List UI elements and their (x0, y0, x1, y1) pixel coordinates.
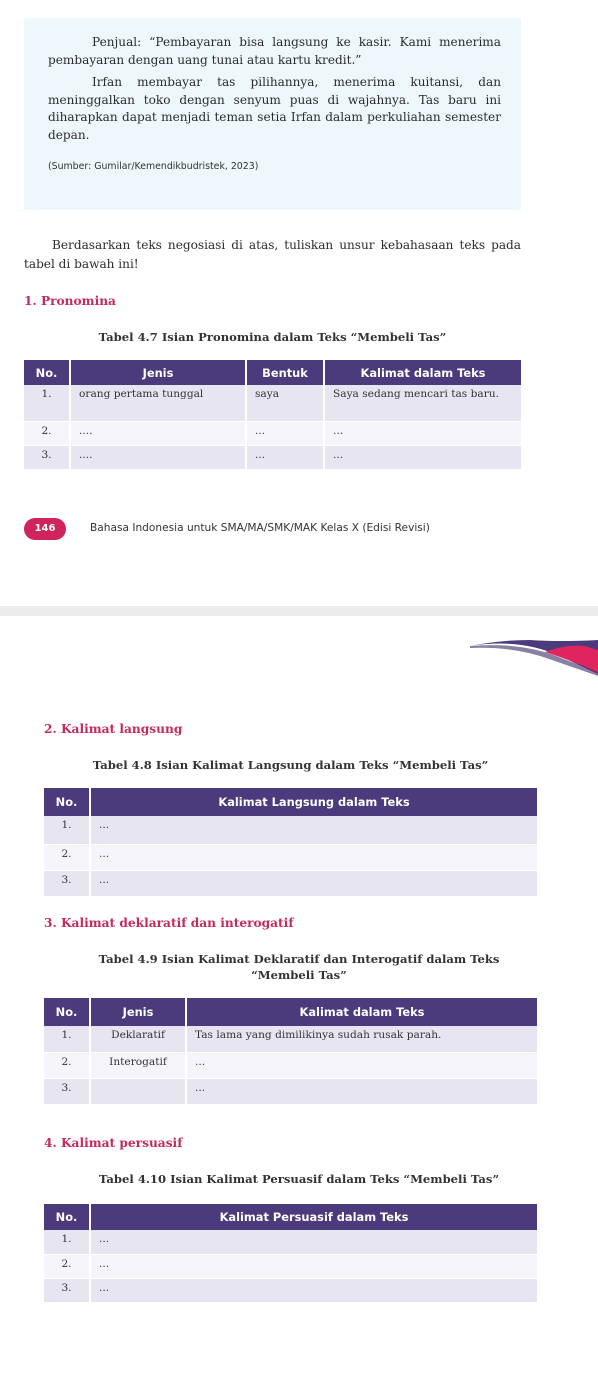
book-title-footer: Bahasa Indonesia untuk SMA/MA/SMK/MAK Kelas X (Edisi Revisi) (90, 522, 430, 534)
table-row (44, 1254, 537, 1278)
story-excerpt-box (24, 18, 521, 210)
cell-bentuk[interactable]: ... (246, 421, 324, 445)
section-title-pronomina: 1. Pronomina (24, 294, 116, 308)
table-row (24, 445, 521, 469)
book-page-147 (0, 616, 598, 1385)
section-title-deklaratif-interogatif: 3. Kalimat deklaratif dan interogatif (44, 916, 294, 930)
cell-kalimat[interactable]: ... (324, 445, 521, 469)
cell-jenis[interactable]: orang pertama tunggal (70, 385, 246, 421)
header-kalimat-persuasif: Kalimat Persuasif dalam Teks (90, 1204, 537, 1230)
cell-bentuk[interactable]: ... (246, 445, 324, 469)
story-source: (Sumber: Gumilar/Kemendikbudristek, 2023) (48, 160, 259, 172)
cell-jenis[interactable]: .... (70, 421, 246, 445)
table-row (44, 1278, 537, 1302)
section-title-persuasif: 4. Kalimat persuasif (44, 1136, 183, 1150)
header-no: No. (44, 788, 90, 816)
cell-kalimat[interactable]: Tas lama yang dimilikinya sudah rusak parah. (186, 1026, 537, 1052)
header-no: No. (44, 1204, 90, 1230)
table-persuasif (44, 1204, 537, 1303)
table-kalimat-langsung (44, 788, 537, 897)
cell-jenis[interactable]: .... (70, 445, 246, 469)
header-jenis: Jenis (90, 998, 186, 1026)
table-row (44, 1078, 537, 1104)
cell-bentuk[interactable]: saya (246, 385, 324, 421)
cell-no: 3. (44, 1278, 90, 1302)
header-kalimat-langsung: Kalimat Langsung dalam Teks (90, 788, 537, 816)
story-paragraph-irfan: Irfan membayar tas pilihannya, menerima kuitansi, dan meninggalkan toko dengan senyum puas di wajahnya. Tas baru ini diharapkan dapat menjadi teman setia Irfan dalam perkuliahan semester depan. (48, 75, 501, 142)
table-header-row (44, 998, 537, 1026)
cell-kalimat[interactable]: ... (90, 1278, 537, 1302)
table-header-row (44, 788, 537, 816)
book-page-146 (0, 0, 598, 606)
table-row (24, 421, 521, 445)
table-caption-4-9 (44, 952, 554, 982)
cell-jenis[interactable]: Interogatif (90, 1052, 186, 1078)
cell-no: 1. (44, 1026, 90, 1052)
cell-kalimat[interactable]: ... (90, 870, 537, 896)
cell-kalimat[interactable]: ... (90, 1254, 537, 1278)
cell-no: 3. (44, 1078, 90, 1104)
header-no: No. (24, 360, 70, 385)
header-kalimat: Kalimat dalam Teks (186, 998, 537, 1026)
table-caption-4-10: Tabel 4.10 Isian Kalimat Persuasif dalam Teks “Membeli Tas” (98, 1172, 500, 1186)
header-kalimat: Kalimat dalam Teks (324, 360, 521, 385)
cell-no: 2. (24, 421, 70, 445)
cell-jenis[interactable]: Deklaratif (90, 1026, 186, 1052)
cell-jenis[interactable] (90, 1078, 186, 1104)
table-row (44, 1052, 537, 1078)
table-row (44, 1026, 537, 1052)
table-caption-4-8: Tabel 4.8 Isian Kalimat Langsung dalam Teks “Membeli Tas” (92, 758, 489, 772)
page-number-badge: 146 (24, 518, 66, 540)
table-caption-4-9-line1: Tabel 4.9 Isian Kalimat Deklaratif dan Interogatif dalam Teks (98, 952, 500, 966)
table-pronomina (24, 360, 521, 470)
table-caption-4-9-line2: “Membeli Tas” (251, 968, 347, 982)
cell-kalimat[interactable]: ... (186, 1078, 537, 1104)
cell-no: 2. (44, 1254, 90, 1278)
cell-kalimat[interactable]: Saya sedang mencari tas baru. (324, 385, 521, 421)
instruction-text: Berdasarkan teks negosiasi di atas, tuliskan unsur kebahasaan teks pada tabel di bawah ini! (24, 238, 521, 271)
cell-kalimat[interactable]: ... (324, 421, 521, 445)
page-separator (0, 606, 598, 616)
table-deklaratif-interogatif (44, 998, 537, 1105)
cell-no: 2. (44, 1052, 90, 1078)
cell-no: 3. (24, 445, 70, 469)
table-row (44, 1230, 537, 1254)
table-header-row (24, 360, 521, 385)
table-row (44, 870, 537, 896)
header-jenis: Jenis (70, 360, 246, 385)
table-caption-4-7: Tabel 4.7 Isian Pronomina dalam Teks “Membeli Tas” (98, 330, 447, 344)
table-row (44, 844, 537, 870)
cell-no: 3. (44, 870, 90, 896)
cell-kalimat[interactable]: ... (186, 1052, 537, 1078)
header-no: No. (44, 998, 90, 1026)
cell-kalimat[interactable]: ... (90, 1230, 537, 1254)
table-row (24, 385, 521, 421)
table-header-row (44, 1204, 537, 1230)
cell-no: 1. (44, 1230, 90, 1254)
cell-kalimat[interactable]: ... (90, 844, 537, 870)
story-paragraph-seller: Penjual: “Pembayaran bisa langsung ke kasir. Kami menerima pembayaran dengan uang tunai atau kartu kredit.” (48, 35, 501, 67)
cell-kalimat[interactable]: ... (90, 816, 537, 844)
section-title-kalimat-langsung: 2. Kalimat langsung (44, 722, 183, 736)
header-bentuk: Bentuk (246, 360, 324, 385)
cell-no: 2. (44, 844, 90, 870)
table-row (44, 816, 537, 844)
cell-no: 1. (44, 816, 90, 844)
decorative-wave-graphic (0, 616, 598, 696)
cell-no: 1. (24, 385, 70, 421)
